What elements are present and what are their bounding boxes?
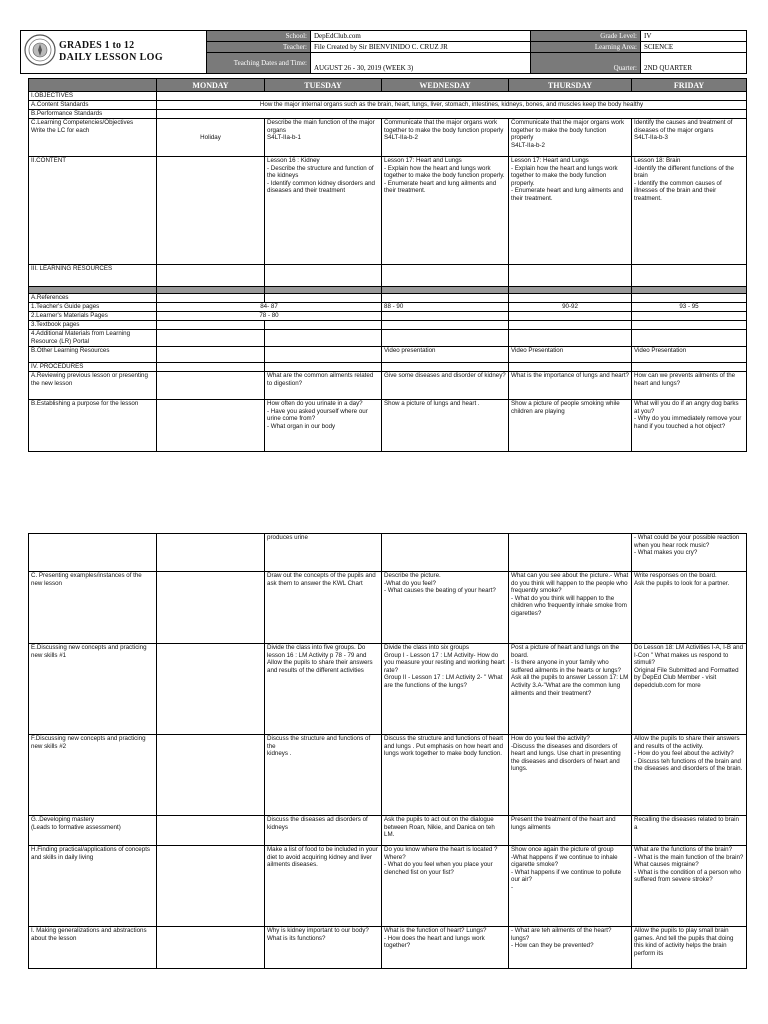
dates-value: AUGUST 26 - 30, 2019 (WEEK 3) (311, 53, 531, 74)
header (20, 30, 746, 74)
label-content: II.CONTENT (29, 157, 157, 265)
gray-spacer (382, 287, 509, 294)
label-content-standards: A.Content Standards (29, 101, 157, 110)
label-learning-resources: III. LEARNING RESOURCES (29, 265, 157, 287)
reviewing-monday (157, 372, 265, 400)
purpose-cont-tuesday: produces urine (265, 534, 382, 572)
procedures-cell (382, 363, 509, 372)
references-cell (265, 294, 382, 303)
procedures-cell (509, 363, 632, 372)
other-tuesday (265, 347, 382, 363)
dates-label: Teaching Dates and Time: (207, 53, 311, 74)
label-generalizations: I. Making generalizations and abstractions about the lesson (29, 927, 157, 969)
purpose-monday (157, 400, 265, 452)
gray-spacer (29, 287, 157, 294)
additional-cell (509, 330, 632, 347)
day-header-friday: FRIDAY (632, 79, 747, 92)
label-reviewing: A.Reviewing previous lesson or presenting the new lesson (29, 372, 157, 400)
generalizations-tuesday: Why is kidney important to our body? What is its functions? (265, 927, 382, 969)
additional-cell (382, 330, 509, 347)
textbook-cell (157, 321, 265, 330)
procedures-cell (632, 363, 747, 372)
tg-pages-thursday: 90-92 (509, 303, 632, 312)
label-teachers-guide: 1.Teacher's Guide pages (29, 303, 157, 312)
lm-cell (509, 312, 632, 321)
school-value: DepEdClub.com (311, 31, 531, 42)
presenting-wednesday: Describe the picture. -What do you feel? - What causes the beating of your heart? (382, 572, 509, 644)
procedures-cell (265, 363, 382, 372)
content-monday (157, 157, 265, 265)
purpose-cont-label (29, 534, 157, 572)
lm-pages: 78 - 80 (157, 312, 382, 321)
resources-cell (632, 265, 747, 287)
presenting-tuesday: Draw out the concepts of the pupils and ask them to answer the KWL Chart (265, 572, 382, 644)
day-header-monday: MONDAY (157, 79, 265, 92)
lesson-log-table-page2 (28, 533, 747, 969)
mastery-wednesday: Ask the pupils to act out on the dialogue between Roan, Nikie, and Danica on teh LM. (382, 816, 509, 846)
logo-title-line2: DAILY LESSON LOG (59, 52, 164, 63)
presenting-friday: Write responses on the board. Ask the pupils to look for a partner. (632, 572, 747, 644)
discuss1-tuesday: Divide the class into five groups. Do lesson 16 : LM Activity p 78 - 79 and Allow the pupils to share their answers and results of the different activities (265, 644, 382, 735)
lm-cell (382, 312, 509, 321)
discuss2-friday: Allow the pupils to share their answers and results of the activity. - How do you feel about the activity? - Discuss teh functions of the brain and the diseases and disorders of the brain. (632, 735, 747, 816)
discuss2-thursday: How do you feel the activity? -Discuss the diseases and disorders of heart and lungs. Use chart in presenting the diseases and disorders of heart and lungs. (509, 735, 632, 816)
other-friday: Video Presentation (632, 347, 747, 363)
area-label: Learning Area: (531, 42, 641, 53)
purpose-tuesday: How often do you urinate in a day? - Have you asked yourself where our urine come from? - What organ in our body (265, 400, 382, 452)
discuss2-tuesday: Discuss the structure and functions of the kidneys . (265, 735, 382, 816)
day-header-blank (29, 79, 157, 92)
applications-wednesday: Do you know where the heart is located ? Where? - What do you feel when you place your clenched fist on your fist? (382, 846, 509, 927)
gray-spacer (265, 287, 382, 294)
info-table (206, 30, 747, 74)
label-presenting: C. Presenting examples/instances of the new lesson (29, 572, 157, 644)
lesson-log-table-page1 (28, 78, 747, 452)
quarter-label: Quarter: (531, 53, 641, 74)
textbook-cell (632, 321, 747, 330)
gray-spacer (632, 287, 747, 294)
textbook-cell (509, 321, 632, 330)
competency-wednesday: Communicate that the major organs work together to make the body function properly S4LT-IIa-b-2 (382, 119, 509, 157)
gray-spacer (509, 287, 632, 294)
purpose-wednesday: Show a picture of lungs and heart . (382, 400, 509, 452)
area-value: SCIENCE (641, 42, 747, 53)
label-additional-materials: 4.Additional Materials from Learning Resource (LR) Portal (29, 330, 157, 347)
resources-cell (265, 265, 382, 287)
reviewing-friday: How can we prevents ailments of the heart and lungs? (632, 372, 747, 400)
references-cell (382, 294, 509, 303)
competency-friday: Identify the causes and treatment of diseases of the major organs S4LT-IIa-b-3 (632, 119, 747, 157)
purpose-cont-friday: - What could be your possible reaction when you hear rock music? - What makes you cry? (632, 534, 747, 572)
gray-spacer (157, 287, 265, 294)
purpose-cont-monday (157, 534, 265, 572)
discuss2-monday (157, 735, 265, 816)
logo-box (20, 30, 206, 74)
label-references: A.References (29, 294, 157, 303)
label-purpose: B.Establishing a purpose for the lesson (29, 400, 157, 452)
generalizations-monday (157, 927, 265, 969)
grade-value: IV (641, 31, 747, 42)
reviewing-thursday: What is the importance of lungs and heart? (509, 372, 632, 400)
content-wednesday: Lesson 17: Heart and Lungs - Explain how the heart and lungs work together to make the body function properly. - Enumerate heart and lung ailments and their treatment. (382, 157, 509, 265)
performance-standards-blank (157, 110, 747, 119)
label-discuss2: F.Discussing new concepts and practicing new skills #2 (29, 735, 157, 816)
day-header-thursday: THURSDAY (509, 79, 632, 92)
section-objectives: I.OBJECTIVES (29, 92, 157, 101)
tg-pages-tuesday: 84- 87 (157, 303, 382, 312)
presenting-monday (157, 572, 265, 644)
label-textbook: 3.Textbook pages (29, 321, 157, 330)
discuss1-friday: Do Lesson 18: LM Activities I-A, I-B and I-Con " What makes us respond to stimuli? Original File Submitted and Formatted by DepEd Club Member - visit depedclub.com for more (632, 644, 747, 735)
label-discuss1: E.Discussing new concepts and practicing new skills #1 (29, 644, 157, 735)
generalizations-thursday: - What are teh ailments of the heart? lungs? - How can they be prevented? (509, 927, 632, 969)
resources-cell (157, 265, 265, 287)
label-learners-materials: 2.Learner's Materials Pages (29, 312, 157, 321)
additional-cell (157, 330, 265, 347)
lm-cell (632, 312, 747, 321)
content-friday: Lesson 18: Brain -Identify the different functions of the brain - Identify the common causes of illnesses of the brain and their treatment. (632, 157, 747, 265)
applications-monday (157, 846, 265, 927)
purpose-cont-thursday (509, 534, 632, 572)
grade-label: Grade Level: (531, 31, 641, 42)
purpose-friday: What will you do if an angry dog barks at you? - Why do you immediately remove your hand if you touched a hot object? (632, 400, 747, 452)
day-header-wednesday: WEDNESDAY (382, 79, 509, 92)
logo-title-line1: GRADES 1 to 12 (59, 40, 135, 51)
references-cell (157, 294, 265, 303)
generalizations-friday: Allow the pupils to play small brain games. And tell the pupils that doing this kind of activity helps the brain perform its (632, 927, 747, 969)
applications-tuesday: Make a list of food to be included in your diet to avoid acquiring kidney and liver ailments diseases. (265, 846, 382, 927)
textbook-cell (382, 321, 509, 330)
mastery-monday (157, 816, 265, 846)
references-cell (632, 294, 747, 303)
tg-pages-friday: 93 - 95 (632, 303, 747, 312)
tg-pages-wednesday: 88 - 90 (382, 303, 509, 312)
other-monday (157, 347, 265, 363)
label-competencies: C.Learning Competencies/Objectives Write the LC for each (29, 119, 157, 157)
competency-tuesday: Describe the main function of the major organs S4LT-IIa-b-1 (265, 119, 382, 157)
label-applications: H.Finding practical/applications of concepts and skills in daily living (29, 846, 157, 927)
discuss2-wednesday: Discuss the structure and functions of heart and lungs . Put emphasis on how heart and lungs work together to make body function. (382, 735, 509, 816)
quarter-value: 2ND QUARTER (641, 53, 747, 74)
discuss1-thursday: Post a picture of heart and lungs on the board. - Is there anyone in your family who suffered ailments in the hearts or lungs? Ask all the pupils to answer Lesson 17: LM Activity 3.A-"What are the common lung ailments and their treatment? (509, 644, 632, 735)
applications-thursday: Show once again the picture of group -What happens if we continue to inhale cigarette smoke? - What happens if we continue to pollute our air? - (509, 846, 632, 927)
content-thursday: Lesson 17: Heart and Lungs - Explain how the heart and lungs work together to make the body function properly. - Enumerate heart and lung ailments and their treatment. (509, 157, 632, 265)
other-wednesday: Video presentation (382, 347, 509, 363)
presenting-thursday: What can you see about the picture.- What do you think will happen to the people who frequently smoke? - What do you think will happen to the children who frequently inhale smoke from cigarettes? (509, 572, 632, 644)
school-label: School: (207, 31, 311, 42)
objectives-blank (157, 92, 747, 101)
resources-cell (382, 265, 509, 287)
content-tuesday: Lesson 16 : Kidney - Describe the structure and function of the kidneys - Identify common kidney disorders and diseases and their treatment (265, 157, 382, 265)
purpose-cont-wednesday (382, 534, 509, 572)
applications-friday: What are the functions of the brain? - What is the main function of the brain? What causes migraine? - What is the condition of a person who suffered from severe stroke? (632, 846, 747, 927)
teacher-label: Teacher: (207, 42, 311, 53)
reviewing-tuesday: What are the common ailments related to digestion? (265, 372, 382, 400)
day-header-tuesday: TUESDAY (265, 79, 382, 92)
deped-seal-icon (24, 34, 56, 66)
mastery-thursday: Present the treatment of the heart and lungs ailments (509, 816, 632, 846)
other-thursday: Video Presentation (509, 347, 632, 363)
references-cell (509, 294, 632, 303)
label-performance-standards: B.Performance Standards (29, 110, 157, 119)
label-other-resources: B.Other Learning Resources (29, 347, 157, 363)
discuss1-wednesday: Divide the class into six groups Group I - Lesson 17 : LM Activity- How do you measure your resting and working heart rate? Group II - Lesson 17 : LM Activity 2- " What are the functions of the lungs? (382, 644, 509, 735)
teacher-value: File Created by Sir BIENVINIDO C. CRUZ JR (311, 42, 531, 53)
procedures-cell (157, 363, 265, 372)
competency-monday: Holiday (157, 119, 265, 157)
mastery-friday: Recalling the diseases related to brain a (632, 816, 747, 846)
competency-thursday: Communicate that the major organs work together to make the body function properly S4LT-IIa-b-2 (509, 119, 632, 157)
content-standards-text: How the major internal organs such as the brain, heart, lungs, liver, stomach, intestines, kidneys, bones, and muscles keep the body healthy (157, 101, 747, 110)
label-procedures: IV. PROCEDURES (29, 363, 157, 372)
discuss1-monday (157, 644, 265, 735)
textbook-cell (265, 321, 382, 330)
additional-cell (632, 330, 747, 347)
mastery-tuesday: Discuss the diseases ad disorders of kidneys (265, 816, 382, 846)
resources-cell (509, 265, 632, 287)
additional-cell (265, 330, 382, 347)
reviewing-wednesday: Give some diseases and disorder of kidney? (382, 372, 509, 400)
purpose-thursday: Show a picture of people smoking while children are playing (509, 400, 632, 452)
generalizations-wednesday: What is the function of heart? Lungs? - How does the heart and lungs work together? (382, 927, 509, 969)
label-mastery: G..Developing mastery (Leads to formative assessment) (29, 816, 157, 846)
